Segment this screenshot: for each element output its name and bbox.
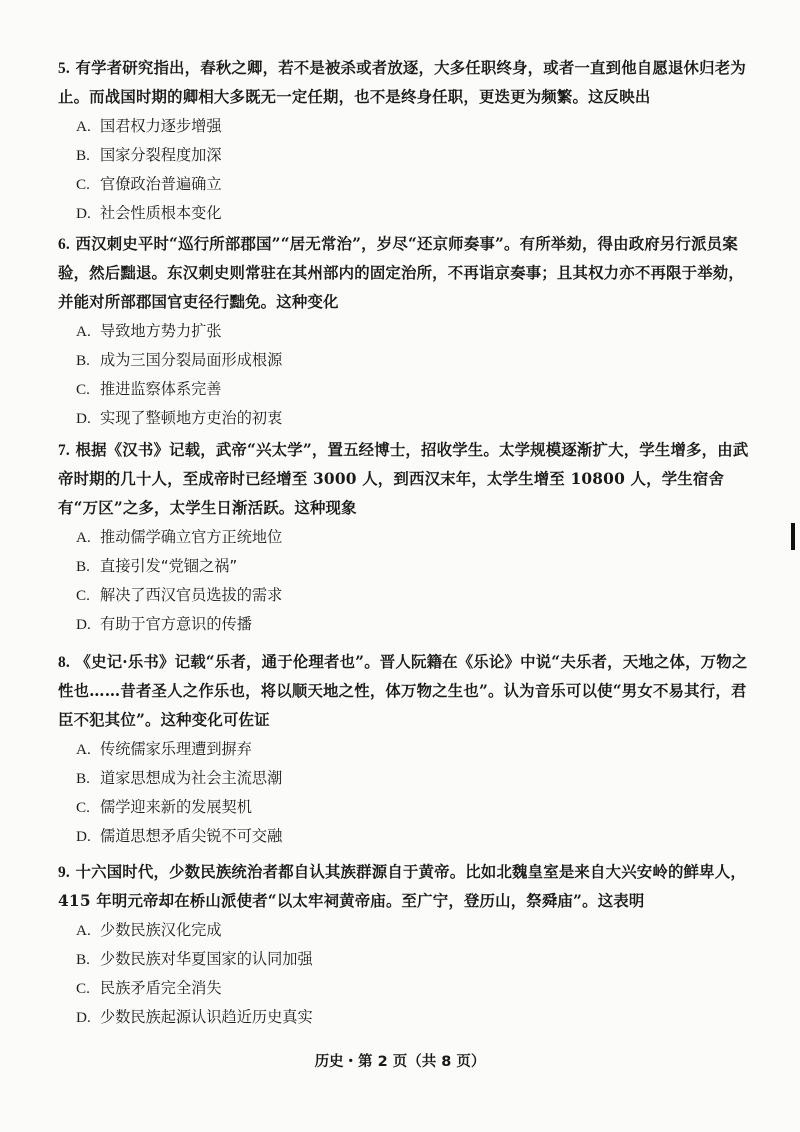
question-number: 6. xyxy=(58,236,70,253)
option-b: B. 成为三国分裂局面形成根源 xyxy=(76,351,283,369)
question-number: 8. xyxy=(58,654,70,671)
question-number: 5. xyxy=(58,60,70,77)
question-7 xyxy=(58,436,758,639)
scan-margin-mark xyxy=(791,523,795,550)
option-d: D. 少数民族起源认识趋近历史真实 xyxy=(76,1008,313,1026)
option-a: A. 少数民族汉化完成 xyxy=(76,921,222,939)
option-a: A. 导致地方势力扩张 xyxy=(76,322,222,340)
option-d: D. 实现了整顿地方吏治的初衷 xyxy=(76,409,283,427)
question-text: 西汉刺史平时“巡行所部郡国”“居无常治”，岁尽“还京师奏事”。有所举劾，得由政府另行派员案验，然后黜退。东汉刺史则常驻在其州部内的固定治所，不再诣京奏事；且其权力亦不再限于举劾，并能对所部郡国官吏径行黜免。这种变化 xyxy=(58,235,744,311)
option-a: A. 推动儒学确立官方正统地位 xyxy=(76,528,283,546)
option-a: A. 传统儒家乐理遭到摒弃 xyxy=(76,740,252,758)
page-footer: 历史・第 2 页（共 8 页） xyxy=(314,1054,486,1070)
option-c: C. 儒学迎来新的发展契机 xyxy=(76,798,252,816)
question-text: 《史记·乐书》记载“乐者，通于伦理者也”。晋人阮籍在《乐论》中说“夫乐者，天地之体，万物之性也……昔者圣人之作乐也，将以顺天地之性，体万物之生也”。认为音乐可以使“男女不易其行，君臣不犯其位”。这种变化可佐证 xyxy=(58,653,748,729)
option-b: B. 少数民族对华夏国家的认同加强 xyxy=(76,950,313,968)
option-d: D. 儒道思想矛盾尖锐不可交融 xyxy=(76,827,283,845)
option-d: D. 有助于官方意识的传播 xyxy=(76,615,252,633)
option-b: B. 道家思想成为社会主流思潮 xyxy=(76,769,283,787)
question-stem xyxy=(58,54,758,112)
question-stem xyxy=(58,230,758,317)
question-text: 十六国时代，少数民族统治者都自认其族群源自于黄帝。比如北魏皇室是来自大兴安岭的鲜卑人，415 年明元帝却在桥山派使者“以太牢祠黄帝庙。至广宁，登历山，祭舜庙”。这表明 xyxy=(58,863,746,910)
option-c: C. 民族矛盾完全消失 xyxy=(76,979,222,997)
option-d: D. 社会性质根本变化 xyxy=(76,204,222,222)
option-a: A. 国君权力逐步增强 xyxy=(76,117,222,135)
question-5 xyxy=(58,54,758,228)
question-text: 有学者研究指出，春秋之卿，若不是被杀或者放逐，大多任职终身，或者一直到他自愿退休归老为止。而战国时期的卿相大多既无一定任期，也不是终身任职，更迭更为频繁。这反映出 xyxy=(58,59,746,106)
question-9 xyxy=(58,858,758,1032)
question-8 xyxy=(58,648,758,851)
question-stem xyxy=(58,648,758,735)
option-c: C. 官僚政治普遍确立 xyxy=(76,175,222,193)
option-c: C. 推进监察体系完善 xyxy=(76,380,222,398)
option-b: B. 直接引发“党锢之祸” xyxy=(76,557,238,575)
question-number: 7. xyxy=(58,442,70,459)
question-stem xyxy=(58,858,758,916)
question-6 xyxy=(58,230,758,433)
question-number: 9. xyxy=(58,864,70,881)
option-b: B. 国家分裂程度加深 xyxy=(76,146,222,164)
option-c: C. 解决了西汉官员选拔的需求 xyxy=(76,586,283,604)
question-text: 根据《汉书》记载，武帝“兴太学”，置五经博士，招收学生。太学规模逐渐扩大，学生增多，由武帝时期的几十人，至成帝时已经增至 3000 人，到西汉末年，太学生增至 10800 人，学生宿舍有“万区”之多，太学生日渐活跃。这种现象 xyxy=(58,441,749,517)
question-stem xyxy=(58,436,758,523)
